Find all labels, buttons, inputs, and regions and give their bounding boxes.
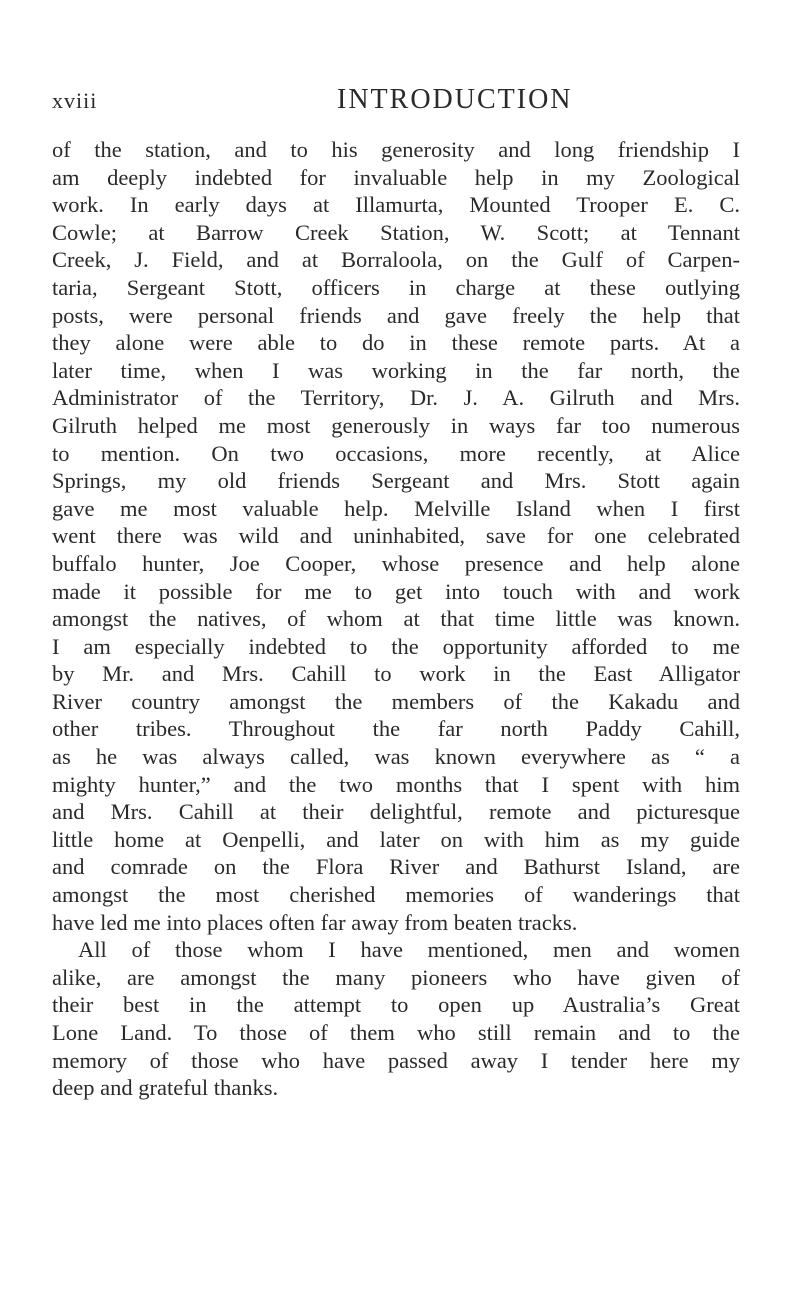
text-line: mighty hunter,” and the two months that I spent with him	[52, 771, 740, 797]
text-line: Springs, my old friends Sergeant and Mrs. Stott again	[52, 468, 740, 494]
page-number: xviii	[52, 88, 98, 113]
body-text	[52, 136, 740, 1102]
text-line: made it possible for me to get into touch with and work	[52, 578, 740, 604]
text-line: and comrade on the Flora River and Bathurst Island, are	[52, 854, 740, 880]
text-line: little home at Oenpelli, and later on with him as my guide	[52, 826, 740, 852]
text-line: posts, were personal friends and gave freely the help that	[52, 302, 740, 328]
text-line: to mention. On two occasions, more recently, at Alice	[52, 440, 740, 466]
text-line: later time, when I was working in the far north, the	[52, 357, 740, 383]
text-line: memory of those who have passed away I tender here my	[52, 1047, 740, 1073]
paragraph-2	[52, 936, 740, 1102]
text-line: buffalo hunter, Joe Cooper, whose presence and help alone	[52, 550, 740, 576]
text-line: Gilruth helped me most generously in ways far too numerous	[52, 412, 740, 438]
text-line: by Mr. and Mrs. Cahill to work in the East Alligator	[52, 661, 740, 687]
text-line: gave me most valuable help. Melville Island when I first	[52, 495, 740, 521]
text-line: as he was always called, was known everywhere as “ a	[52, 744, 740, 770]
text-line: alike, are amongst the many pioneers who have given of	[52, 964, 740, 990]
text-line: Lone Land. To those of them who still remain and to the	[52, 1020, 740, 1045]
text-line: work. In early days at Illamurta, Mounted Trooper E. C.	[52, 192, 740, 218]
text-line: am deeply indebted for invaluable help in my Zoological	[52, 164, 740, 190]
text-line: Creek, J. Field, and at Borraloola, on the Gulf of Carpen-	[52, 247, 740, 273]
running-head	[52, 84, 740, 122]
text-line: they alone were able to do in these remote parts. At a	[52, 330, 740, 356]
paragraph-1	[52, 136, 740, 936]
text-line: their best in the attempt to open up Australia’s Great	[52, 992, 740, 1018]
text-line: and Mrs. Cahill at their delightful, remote and picturesque	[52, 799, 740, 825]
text-line: deep and grateful thanks.	[52, 1075, 279, 1101]
text-line: amongst the most cherished memories of wanderings that	[52, 882, 740, 908]
text-line: Administrator of the Territory, Dr. J. A. Gilruth and Mrs.	[52, 385, 740, 411]
text-line: River country amongst the members of the Kakadu and	[52, 688, 740, 714]
text-line: have led me into places often far away from beaten tracks.	[52, 909, 578, 935]
text-line: I am especially indebted to the opportunity afforded to me	[52, 633, 740, 659]
text-line: taria, Sergeant Stott, officers in charge at these outlying	[52, 274, 740, 300]
text-line: of the station, and to his generosity and long friendship I	[52, 137, 740, 162]
text-line: went there was wild and uninhabited, save for one celebrated	[52, 523, 740, 549]
text-line: amongst the natives, of whom at that time little was known.	[52, 606, 740, 632]
running-title: INTRODUCTION	[337, 84, 573, 115]
text-line: All of those whom I have mentioned, men and women	[78, 937, 740, 963]
text-line: Cowle; at Barrow Creek Station, W. Scott; at Tennant	[52, 219, 740, 245]
text-line: other tribes. Throughout the far north Paddy Cahill,	[52, 716, 740, 742]
